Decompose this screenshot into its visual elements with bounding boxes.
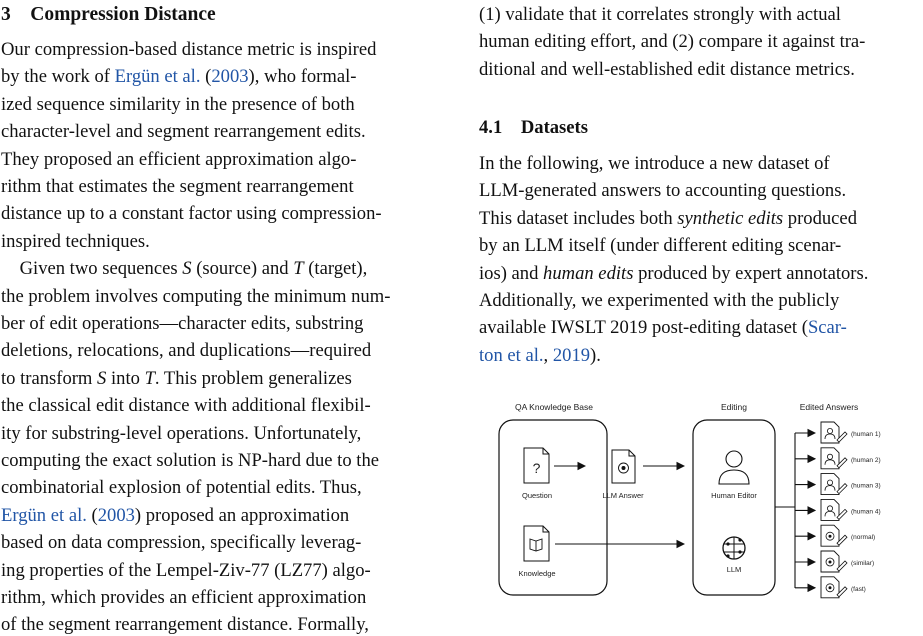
text-line bbox=[479, 59, 855, 81]
text-run: rithm that estimates the segment rearrangement bbox=[1, 176, 354, 197]
text-line bbox=[1, 450, 379, 472]
text-run: Additionally, we experimented with the publicly bbox=[479, 290, 840, 311]
text-line bbox=[1, 477, 362, 499]
text-line bbox=[479, 290, 839, 312]
text-run: available IWSLT 2019 post-editing dataset ( bbox=[479, 317, 808, 339]
text-run: . This problem generalizes bbox=[154, 367, 352, 389]
text-run: ), who formal- bbox=[248, 66, 357, 88]
text-run: ing properties of the Lempel-Ziv-77 (LZ77) algo- bbox=[1, 559, 371, 581]
edited-answer-label: (human 2) bbox=[851, 456, 881, 464]
text-run: the classical edit distance with additional flexibil- bbox=[1, 395, 371, 417]
text-line bbox=[479, 31, 865, 53]
edited-answer-document-icon bbox=[821, 474, 839, 495]
text-line bbox=[479, 235, 841, 257]
edited-answer-label: (normal) bbox=[851, 534, 876, 542]
text-line bbox=[1, 423, 361, 445]
llm-marker-core-icon bbox=[829, 561, 832, 564]
citation-link[interactable]: Ergün et al. bbox=[1, 504, 87, 526]
text-run: (source) and bbox=[191, 258, 294, 280]
text-run: produced bbox=[783, 207, 857, 229]
text-run: ditional and well-established edit distance metrics. bbox=[479, 58, 855, 80]
text-run: They proposed an efficient approximation algo- bbox=[1, 148, 357, 170]
edited-answer-label: (human 3) bbox=[851, 482, 881, 490]
math-symbol: S bbox=[182, 258, 192, 280]
text-run: combinatorial explosion of potential edits. Thus, bbox=[1, 477, 362, 499]
text-line bbox=[1, 176, 354, 198]
citation-link[interactable]: ton et al. bbox=[479, 344, 544, 366]
math-symbol: S bbox=[97, 367, 107, 389]
pipeline-figure bbox=[479, 398, 923, 634]
edited-answer-label: (fast) bbox=[851, 585, 866, 593]
edited-answer-document-icon bbox=[821, 422, 839, 443]
knowledge-label: Knowledge bbox=[518, 569, 556, 578]
llm-brain-icon bbox=[723, 537, 745, 559]
text-run: deletions, relocations, and duplications—required bbox=[1, 340, 372, 362]
text-run: of the segment rearrangement distance. Formally, bbox=[1, 614, 369, 636]
emphasis-text: synthetic edits bbox=[677, 207, 784, 229]
edited-answer-label: (similar) bbox=[851, 560, 875, 567]
text-run: ber of edit operations—character edits, substring bbox=[1, 313, 364, 334]
text-line bbox=[1, 203, 382, 225]
kb-title: QA Knowledge Base bbox=[515, 402, 593, 412]
text-line bbox=[479, 153, 830, 175]
section-number: 3 bbox=[1, 4, 11, 25]
llm-answer-label: LLM Answer bbox=[602, 491, 644, 500]
edited-answers-title: Edited Answers bbox=[799, 402, 859, 412]
text-run: the problem involves computing the minimum num- bbox=[1, 285, 391, 307]
citation-link[interactable]: 2019 bbox=[552, 344, 591, 366]
text-line bbox=[479, 263, 868, 285]
text-run: ) proposed an approximation bbox=[134, 504, 350, 526]
text-line bbox=[1, 395, 371, 417]
text-line bbox=[1, 231, 150, 253]
citation-link[interactable]: 2003 bbox=[211, 66, 249, 88]
question-symbol: ? bbox=[532, 460, 541, 476]
question-label: Question bbox=[521, 491, 553, 500]
citation-link[interactable]: 2003 bbox=[97, 504, 135, 526]
llm-marker-core-icon bbox=[829, 535, 832, 538]
text-run: ios) and bbox=[479, 262, 544, 284]
text-line bbox=[1, 94, 355, 116]
text-line bbox=[1, 286, 390, 308]
text-run: ity for substring-level operations. Unfortunately, bbox=[1, 422, 362, 444]
subsection-title: Datasets bbox=[520, 117, 588, 138]
human-editor-icon bbox=[719, 451, 749, 484]
text-run: (target), bbox=[303, 258, 368, 280]
text-line bbox=[1, 258, 367, 280]
text-line bbox=[1, 313, 363, 335]
text-line bbox=[1, 505, 349, 527]
text-run: ). bbox=[590, 344, 601, 366]
editing-title: Editing bbox=[721, 402, 747, 412]
text-line bbox=[1, 532, 361, 554]
text-run: produced by expert annotators. bbox=[633, 262, 869, 284]
section-heading bbox=[1, 4, 216, 26]
text-line bbox=[1, 560, 371, 582]
edited-answer-document-icon bbox=[821, 499, 839, 520]
text-run: by the work of bbox=[1, 66, 115, 88]
text-line bbox=[479, 4, 841, 26]
text-line bbox=[1, 149, 356, 171]
edited-answer-label: (human 1) bbox=[851, 431, 881, 438]
text-line bbox=[1, 614, 369, 636]
knowledge-document-icon bbox=[524, 526, 549, 561]
text-run: This dataset includes both bbox=[479, 207, 678, 229]
text-run: inspired techniques. bbox=[1, 230, 150, 252]
math-symbol: T bbox=[293, 258, 304, 280]
human-editor-label: Human Editor bbox=[711, 491, 757, 500]
text-line bbox=[1, 368, 352, 390]
citation-link[interactable]: Ergün et al. bbox=[114, 66, 201, 88]
text-run: by an LLM itself (under different editing scenar- bbox=[479, 235, 842, 257]
text-line bbox=[1, 121, 366, 143]
text-run: Given two sequences bbox=[1, 258, 183, 280]
question-document-icon bbox=[524, 448, 549, 483]
text-run: (1) validate that it correlates strongly with actual bbox=[479, 4, 841, 25]
text-line bbox=[1, 587, 366, 609]
text-run: computing the exact solution is NP-hard due to the bbox=[1, 450, 380, 471]
citation-link[interactable]: Scar- bbox=[807, 317, 847, 339]
llm-label: LLM bbox=[726, 565, 742, 574]
edited-answer-label: (human 4) bbox=[851, 508, 881, 516]
edited-answers-list bbox=[795, 422, 881, 598]
text-line bbox=[1, 66, 356, 88]
text-run: LLM-generated answers to accounting questions. bbox=[479, 180, 847, 202]
text-line bbox=[1, 39, 376, 61]
llm-answer-document-icon bbox=[612, 450, 635, 483]
text-run: In the following, we introduce a new dataset of bbox=[479, 153, 830, 174]
text-line bbox=[479, 345, 601, 367]
text-run: distance up to a constant factor using compression- bbox=[1, 203, 382, 225]
text-run: Our compression-based distance metric is inspired bbox=[1, 39, 377, 60]
text-line bbox=[479, 317, 847, 339]
text-run: into bbox=[106, 367, 145, 389]
llm-marker-core-icon bbox=[829, 586, 832, 589]
text-run: ized sequence similarity in the presence of both bbox=[1, 93, 355, 115]
text-line bbox=[1, 340, 371, 362]
section-title: Compression Distance bbox=[30, 4, 216, 25]
text-run: based on data compression, specifically leverag- bbox=[1, 532, 362, 554]
text-run: ( bbox=[86, 504, 98, 526]
text-line bbox=[479, 208, 857, 230]
text-line bbox=[479, 180, 846, 202]
text-run: ( bbox=[200, 66, 212, 88]
math-symbol: T bbox=[144, 367, 155, 389]
subsection-heading bbox=[479, 117, 588, 139]
text-run: human editing effort, and (2) compare it against tra- bbox=[479, 31, 866, 53]
text-run: character-level and segment rearrangement edits. bbox=[1, 121, 366, 143]
subsection-number: 4.1 bbox=[479, 117, 503, 138]
edited-answer-document-icon bbox=[821, 448, 839, 469]
text-run: , bbox=[543, 344, 553, 366]
text-run: rithm, which provides an efficient approximation bbox=[1, 587, 367, 608]
emphasis-text: human edits bbox=[543, 262, 634, 284]
text-run: to transform bbox=[1, 367, 98, 389]
